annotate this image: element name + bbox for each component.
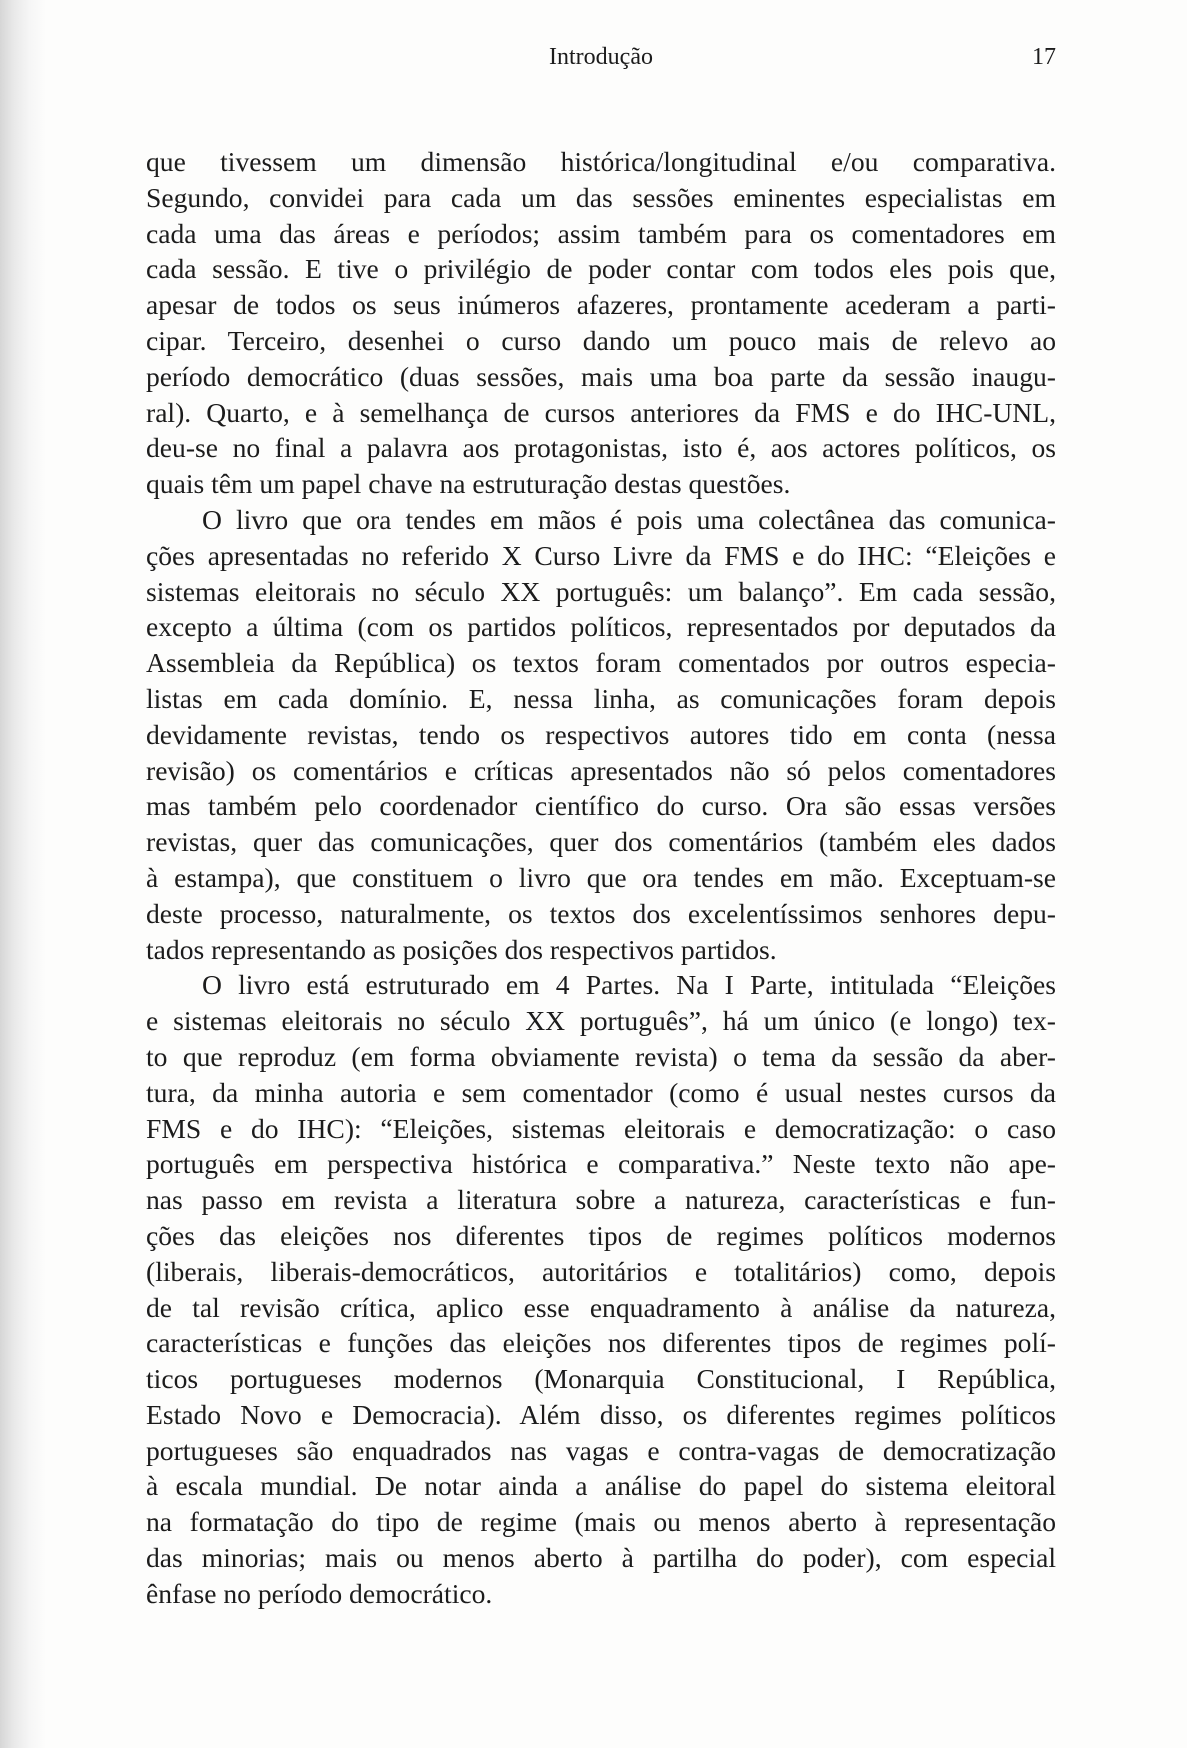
text-line: (liberais, liberais-democráticos, autoritários e totalitários) como, depois bbox=[146, 1255, 1056, 1287]
text-line: devidamente revistas, tendo os respectivos autores tido em conta (nessa bbox=[146, 718, 1056, 750]
text-line: e sistemas eleitorais no século XX português”, há um único (e longo) tex- bbox=[146, 1005, 1056, 1037]
text-line: Segundo, convidei para cada um das sessões eminentes especialistas em bbox=[146, 181, 1056, 213]
text-line: tados representando as posições dos respectivos partidos. bbox=[146, 933, 777, 965]
text-line: ênfase no período democrático. bbox=[146, 1577, 493, 1609]
page-number: 17 bbox=[1032, 44, 1056, 70]
paragraph-first-line: O livro está estruturado em 4 Partes. Na I Parte, intitulada “Eleições bbox=[202, 969, 1056, 1001]
text-line: das minorias; mais ou menos aberto à partilha do poder), com especial bbox=[146, 1542, 1056, 1574]
text-line: que tivessem um dimensão histórica/longitudinal e/ou comparativa. bbox=[146, 146, 1056, 177]
text-line: cada sessão. E tive o privilégio de poder contar com todos eles pois que, bbox=[146, 253, 1056, 285]
text-line: mas também pelo coordenador científico do curso. Ora são essas versões bbox=[146, 790, 1056, 822]
text-line: Estado Novo e Democracia). Além disso, os diferentes regimes políticos bbox=[146, 1398, 1056, 1430]
text-line: portugueses são enquadrados nas vagas e contra-vagas de democratização bbox=[146, 1434, 1056, 1466]
text-line: deu-se no final a palavra aos protagonistas, isto é, aos actores políticos, os bbox=[146, 432, 1056, 464]
text-line: ticos portugueses modernos (Monarquia Constitucional, I República, bbox=[146, 1363, 1056, 1395]
text-line: apesar de todos os seus inúmeros afazeres, prontamente acederam a parti- bbox=[146, 289, 1056, 321]
text-line: características e funções das eleições nos diferentes tipos de regimes polí- bbox=[146, 1327, 1056, 1359]
text-line: ções das eleições nos diferentes tipos de regimes políticos modernos bbox=[146, 1219, 1056, 1251]
text-line: sistemas eleitorais no século XX português: um balanço”. Em cada sessão, bbox=[146, 575, 1056, 607]
text-line: à estampa), que constituem o livro que ora tendes em mão. Exceptuam-se bbox=[146, 861, 1056, 893]
text-line: Assembleia da República) os textos foram comentados por outros especia- bbox=[146, 647, 1056, 679]
text-line: FMS e do IHC): “Eleições, sistemas eleitorais e democratização: o caso bbox=[146, 1112, 1056, 1144]
text-line: português em perspectiva histórica e comparativa.” Neste texto não ape- bbox=[146, 1148, 1056, 1180]
running-title: Introdução bbox=[549, 44, 653, 70]
text-line: cada uma das áreas e períodos; assim também para os comentadores em bbox=[146, 217, 1056, 249]
text-line: revistas, quer das comunicações, quer dos comentários (também eles dados bbox=[146, 826, 1056, 858]
binding-gutter-shadow bbox=[0, 0, 46, 1748]
text-line: to que reproduz (em forma obviamente revista) o tema da sessão da aber- bbox=[146, 1040, 1056, 1072]
text-line: ral). Quarto, e à semelhança de cursos anteriores da FMS e do IHC-UNL, bbox=[146, 396, 1056, 428]
text-line: nas passo em revista a literatura sobre a natureza, características e fun- bbox=[146, 1184, 1056, 1216]
text-line: período democrático (duas sessões, mais uma boa parte da sessão inaugu- bbox=[146, 360, 1056, 392]
text-line: revisão) os comentários e críticas apresentados não só pelos comentadores bbox=[146, 754, 1056, 786]
text-line: quais têm um papel chave na estruturação destas questões. bbox=[146, 468, 791, 500]
text-line: ções apresentadas no referido X Curso Livre da FMS e do IHC: “Eleições e bbox=[146, 539, 1056, 571]
text-line: excepto a última (com os partidos políticos, representados por deputados da bbox=[146, 611, 1056, 643]
text-line: cipar. Terceiro, desenhei o curso dando um pouco mais de relevo ao bbox=[146, 324, 1056, 356]
text-line: tura, da minha autoria e sem comentador (como é usual nestes cursos da bbox=[146, 1076, 1056, 1108]
text-line: listas em cada domínio. E, nessa linha, as comunicações foram depois bbox=[146, 682, 1056, 714]
text-line: deste processo, naturalmente, os textos dos excelentíssimos senhores depu- bbox=[146, 897, 1056, 929]
text-line: à escala mundial. De notar ainda a análise do papel do sistema eleitoral bbox=[146, 1470, 1056, 1502]
text-line: na formatação do tipo de regime (mais ou menos aberto à representação bbox=[146, 1506, 1056, 1538]
body-text bbox=[146, 144, 1056, 1612]
text-line: de tal revisão crítica, aplico esse enquadramento à análise da natureza, bbox=[146, 1291, 1056, 1323]
paragraph-first-line: O livro que ora tendes em mãos é pois uma colectânea das comunica- bbox=[202, 503, 1056, 535]
running-head bbox=[146, 44, 1056, 78]
